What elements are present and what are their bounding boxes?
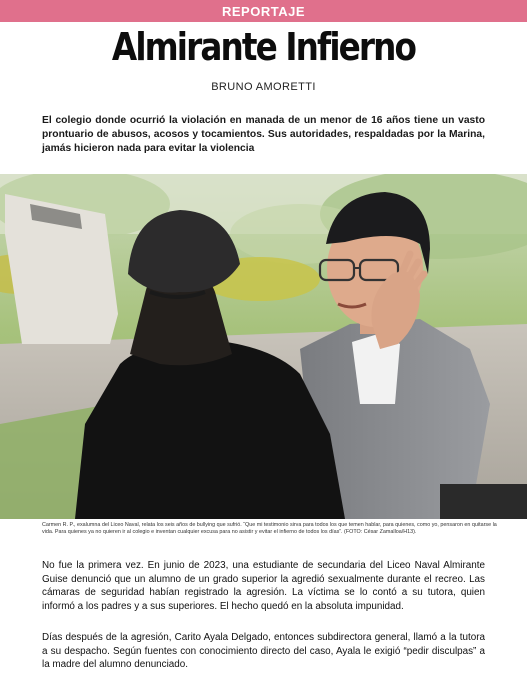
article-dek: El colegio donde ocurrió la violación en manada de un menor de 16 años tiene un vasto prontuario de abusos, acosos y tocamientos. Sus autoridades, respaldadas por la Marina, jamás hicieron nada para evitar la violencia (42, 115, 485, 155)
photo-caption: Carmen R. P., exalumna del Liceo Naval, relata los seis años de bullying que sufrió. “Que mi testimonio sirva para todos los que temen hablar, para quienes, como yo, pensaron en quitarse la vida. Para quienes ya no quieren ir al colegio e inventan cualquier excusa para no asistir y evitar el infierno de todos los días”. (FOTO: César Zamalloa/H13). (42, 522, 497, 536)
body-paragraph: Días después de la agresión, Carito Ayala Delgado, entonces subdirectora general, llamó a la tutora a su despacho. Según fuentes con conocimiento directo del caso, Ayala le exigió “pedir disculpas” a la madre del alumno denunciado. (42, 632, 485, 671)
photo-illustration (0, 174, 527, 519)
article-byline: BRUNO AMORETTI (211, 81, 316, 93)
section-banner (0, 0, 527, 22)
article-headline: Almirante Infierno (111, 25, 416, 69)
article-photo (0, 174, 527, 519)
body-paragraph: No fue la primera vez. En junio de 2023, una estudiante de secundaria del Liceo Naval Almirante Guise denunció que un alumno de un grado superior la agredió sexualmente durante el recreo. Las cámaras de seguridad habían registrado la agresión. La víctima se lo contó a su tutora, quien informó a los padres y a sus superiores. El hecho quedó en la absoluta impunidad. (42, 560, 485, 612)
section-label: REPORTAJE (222, 3, 305, 19)
